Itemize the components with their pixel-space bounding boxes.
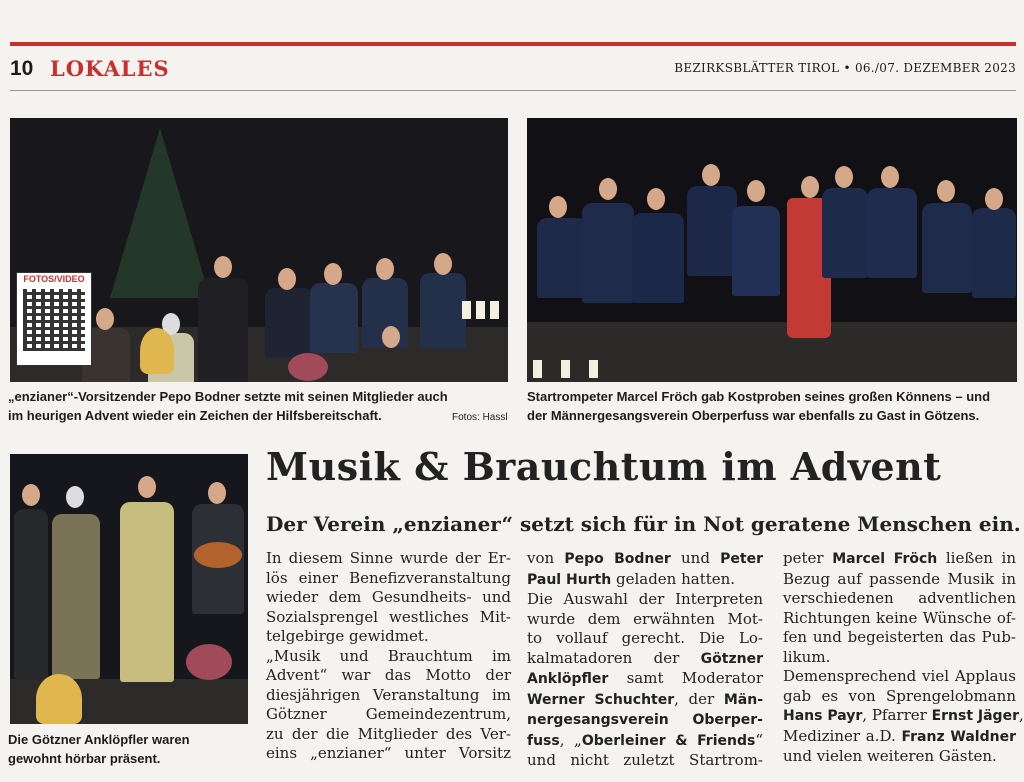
name-paul-hurth: Paul Hurth <box>527 571 612 588</box>
text-line: von Pepo Bodner und Peter <box>527 549 764 567</box>
text-line: Götzner Gemeindezentrum, <box>266 705 511 723</box>
name-oberleiner-friends: Oberleiner & Friends <box>581 732 756 749</box>
text-line: lös einer Benefizveranstaltung <box>266 568 511 587</box>
text-line: diesjährigen Veranstaltung im <box>266 685 511 704</box>
publication-dateline: BEZIRKSBLÄTTER TIROL • 06./07. DEZEMBER 2023 <box>674 61 1016 75</box>
text-line: Hans Payr, Pfarrer Ernst Jäger, <box>783 706 1024 724</box>
text-line: to vollauf gerecht. Die Lo- <box>527 629 763 647</box>
text-line <box>527 710 763 731</box>
caption-line: Startrompeter Marcel Fröch gab Kostproben seines großen Könnens – und <box>527 389 991 404</box>
text-line: Anklöpfler samt Moderator <box>527 669 763 687</box>
text-line: Demensprechend viel Applaus <box>783 667 1016 685</box>
name-mgv-oberperfuss: nergesangsverein Oberper- <box>527 712 763 728</box>
name-marcel-froech: Marcel Fröch <box>832 551 938 567</box>
article-subhead: Der Verein „enzianer“ setzt sich für in Not geratene Menschen ein. <box>266 512 1021 536</box>
text-line: peter Marcel Fröch ließen in <box>783 549 1016 567</box>
text-line: eins „enzianer“ unter Vorsitz <box>266 744 511 762</box>
text-line: verschiedenen adventlichen <box>783 589 1016 607</box>
text-line: In diesem Sinne wurde der Er- <box>266 549 511 567</box>
text-line: kalmatadoren der Götzner <box>527 648 763 667</box>
name-goetzner: Götzner <box>700 650 763 667</box>
name-ernst-jaeger: Ernst Jäger <box>931 708 1019 724</box>
section-title: LOKALES <box>50 56 170 81</box>
top-red-rule <box>10 42 1016 46</box>
name-franz-waldner: Franz Waldner <box>901 728 1016 745</box>
header-divider <box>10 90 1016 91</box>
article-column-3 <box>783 549 1024 767</box>
qr-code-box[interactable] <box>16 272 92 366</box>
text-line: fuss, „Oberleiner & Friends“ <box>527 730 763 749</box>
text-line: wurde dem erwähnten Mot- <box>527 609 763 628</box>
page-number: 10 <box>10 57 34 80</box>
text-line: und nicht zuletzt Startrom- <box>527 751 763 769</box>
photo-maennergesangsverein-froech <box>527 118 1017 382</box>
text-line: wieder dem Gesundheits- und <box>266 588 511 606</box>
name-pepo-bodner: Pepo Bodner <box>564 551 671 567</box>
caption-photo-2 <box>527 387 1017 425</box>
text-line: likum. <box>783 647 831 666</box>
photo-goetzner-ankloepfler <box>10 454 248 724</box>
text-line: und vielen weiteren Gästen. <box>783 747 997 765</box>
text-line: Die Auswahl der Interpreten <box>527 590 763 608</box>
article-headline: Musik & Brauchtum im Advent <box>266 444 942 489</box>
article-column-2 <box>527 549 763 771</box>
text-line: Mediziner a.D. Franz Waldner <box>783 726 1016 745</box>
text-line: „Musik und Brauchtum im <box>266 646 511 665</box>
name-maenner: Män- <box>723 691 763 708</box>
text-line: zu der die Mitglieder des Ver- <box>266 724 511 743</box>
article-column-1 <box>266 549 511 764</box>
text-line: Paul Hurth geladen hatten. <box>527 569 736 588</box>
name-werner-schuchter: Werner Schuchter <box>527 691 675 708</box>
caption-line: im heurigen Advent wieder ein Zeichen der Hilfsbereitschaft. <box>8 408 382 423</box>
caption-line: Die Götzner Anklöpfler waren <box>8 732 190 747</box>
photo-credit: Fotos: Hassl <box>452 412 508 423</box>
qr-code-icon <box>23 289 85 351</box>
caption-line: der Männergesangsverein Oberperfuss war ebenfalls zu Gast in Götzens. <box>527 408 980 423</box>
caption-line: gewohnt hörbar präsent. <box>8 751 161 766</box>
text-line: Werner Schuchter, der Män- <box>527 689 763 708</box>
text-line: Sozialsprengel westliches Mit- <box>266 607 511 626</box>
name-ankloepfler: Anklöpfler <box>527 671 609 687</box>
text-line: fen und begeisterten das Pub- <box>783 628 1016 646</box>
text-line: telgebirge gewidmet. <box>266 627 429 645</box>
caption-photo-3 <box>8 730 248 768</box>
name-peter: Peter <box>720 551 764 567</box>
text-line: Advent“ war das Motto der <box>266 666 511 684</box>
text-line: Richtungen keine Wünsche of- <box>783 608 1016 627</box>
qr-label: FOTOS/VIDEO <box>23 274 85 284</box>
caption-line: „enzianer“-Vorsitzender Pepo Bodner setzte mit seinen Mitglieder auch <box>8 389 448 404</box>
caption-photo-1 <box>8 387 508 425</box>
text-line: Bezug auf passende Musik in <box>783 569 1016 588</box>
name-fuss: fuss <box>527 732 560 749</box>
name-hans-payr: Hans Payr <box>783 708 863 724</box>
text-line: gab es von Sprengelobmann <box>783 686 1016 705</box>
